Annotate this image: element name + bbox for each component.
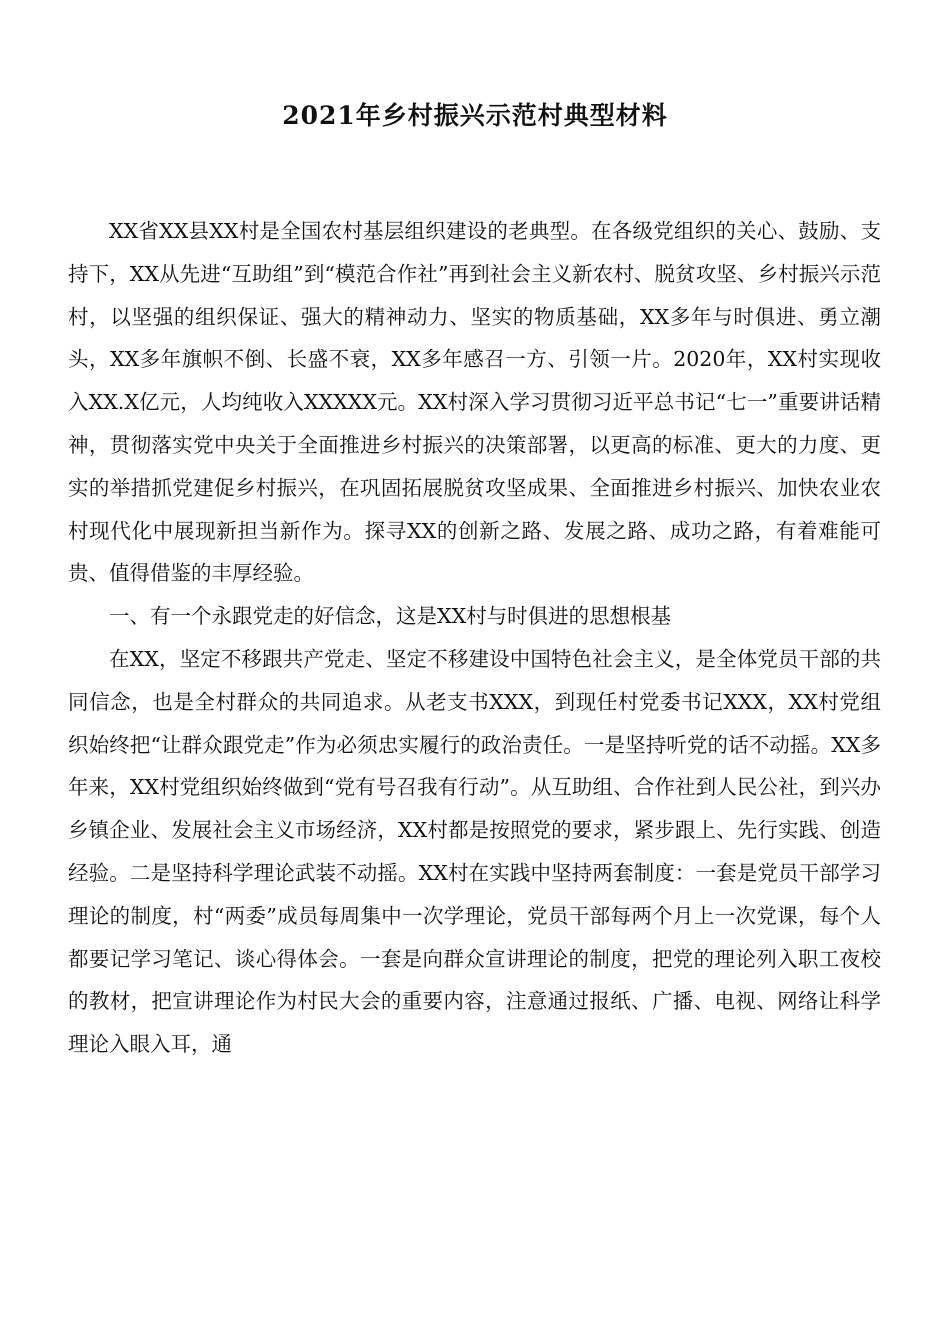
document-title: 2021年乡村振兴示范村典型材料 (282, 101, 668, 130)
document-body (68, 210, 881, 1066)
section-heading-1: 一、有一个永跟党走的好信念，这是XX村与时俱进的思想根基 (109, 604, 672, 629)
intro-paragraph: XX省XX县XX村是全国农村基层组织建设的老典型。在各级党组织的关心、鼓励、支持下，XX从先进“互助组”到“模范合作社”再到社会主义新农村、脱贫攻坚、乡村振兴示范村，以坚强的组织保证、强大的精神动力、坚实的物质基础，XX多年与时俱进、勇立潮头，XX多年旗帜不倒、长盛不衰，XX多年感召一方、引领一片。2020年，XX村实现收入XX.X亿元，人均纯收入XXXXX元。XX村深入学习贯彻习近平总书记“七一”重要讲话精神，贯彻落实党中央关于全面推进乡村振兴的决策部署，以更高的标准、更大的力度、更实的举措抓党建促乡村振兴，在巩固拓展脱贫攻坚成果、全面推进乡村振兴、加快农业农村现代化中展现新担当新作为。探寻XX的创新之路、发展之路、成功之路，有着难能可贵、值得借鉴的丰厚经验。 (68, 219, 881, 586)
section-1-paragraph: 在XX，坚定不移跟共产党走、坚定不移建设中国特色社会主义，是全体党员干部的共同信念，也是全村群众的共同追求。从老支书XXX，到现任村党委书记XXX，XX村党组织始终把“让群众跟党走”作为必须忠实履行的政治责任。一是坚持听党的话不动摇。XX多年来，XX村党组织始终做到“党有号召我有行动”。从互助组、合作社到人民公社，到兴办乡镇企业、发展社会主义市场经济，XX村都是按照党的要求，紧步跟上、先行实践、创造经验。二是坚持科学理论武装不动摇。XX村在实践中坚持两套制度：一套是党员干部学习理论的制度，村“两委”成员每周集中一次学理论，党员干部每两个月上一次党课，每个人都要记学习笔记、谈心得体会。一套是向群众宣讲理论的制度，把党的理论列入职工夜校的教材，把宣讲理论作为村民大会的重要内容，注意通过报纸、广播、电视、网络让科学理论入眼入耳，通 (68, 646, 881, 1057)
